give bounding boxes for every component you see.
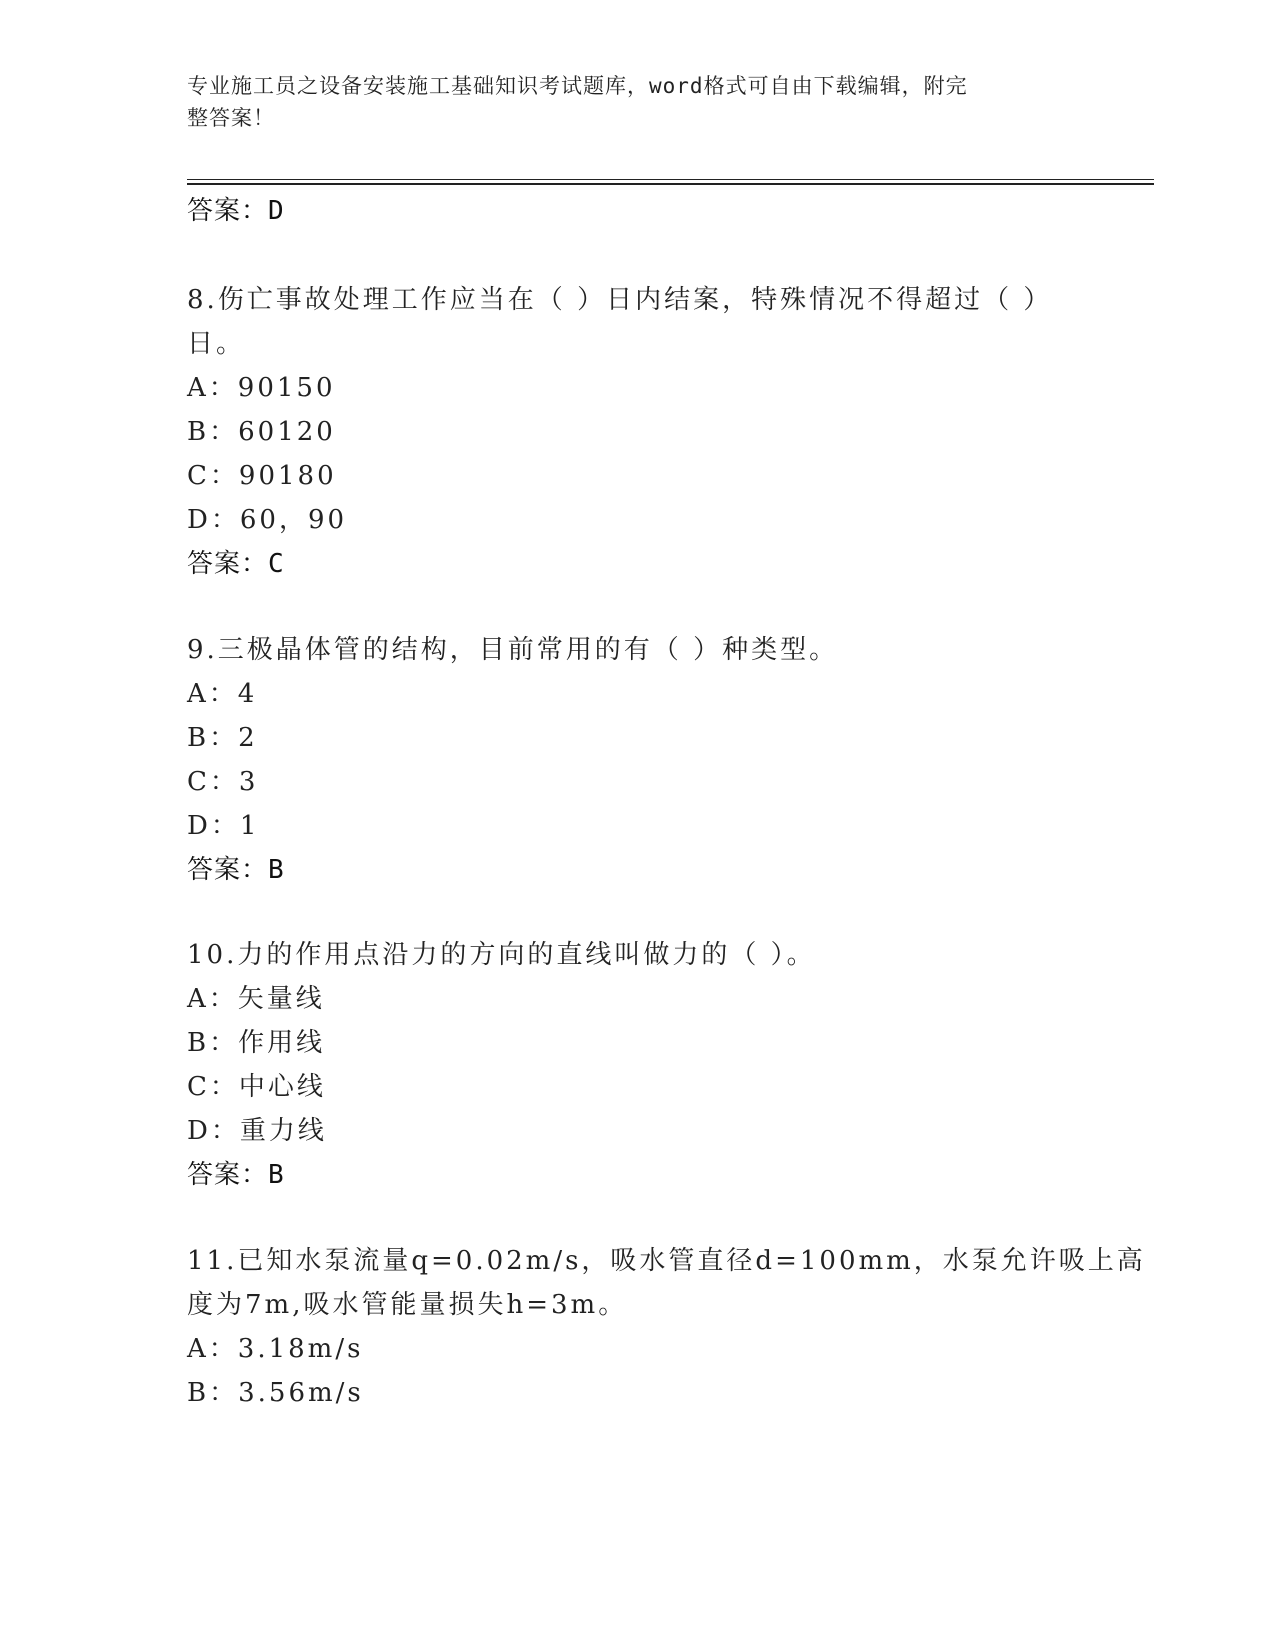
- question-10-answer: 答案：B: [187, 1160, 285, 1190]
- option-label: A：: [187, 373, 238, 403]
- option-label: B：: [187, 723, 239, 753]
- question-9-option-c: [187, 761, 258, 798]
- header-line-2: 整答案！: [187, 106, 275, 130]
- option-text: 4: [237, 679, 258, 709]
- option-text: 90150: [237, 373, 336, 403]
- question-10-option-b: [187, 1022, 325, 1059]
- option-label: A：: [187, 1334, 238, 1364]
- option-text: 3.18m/s: [237, 1334, 364, 1364]
- question-10-option-c: [187, 1066, 326, 1103]
- question-10-option-a: [187, 978, 325, 1015]
- option-label: D：: [187, 811, 240, 841]
- option-text: 矢量线: [237, 984, 325, 1014]
- option-text: 90180: [238, 461, 337, 491]
- question-8-stem-line-2: 日。: [187, 329, 246, 359]
- option-text: 重力线: [239, 1116, 327, 1146]
- question-9-answer: 答案：B: [187, 855, 285, 885]
- previous-answer: 答案：D: [187, 196, 285, 226]
- question-8-option-b: [187, 411, 336, 448]
- document-header: [187, 70, 1067, 134]
- option-label: A：: [187, 984, 238, 1014]
- header-line-1: 专业施工员之设备安装施工基础知识考试题库，word格式可自由下载编辑，附完: [187, 74, 968, 98]
- header-rule-thin: [187, 179, 1154, 180]
- option-text: 3.56m/s: [238, 1378, 364, 1408]
- option-text: 中心线: [238, 1072, 326, 1102]
- question-11-option-a: [187, 1328, 363, 1365]
- option-label: C：: [187, 1072, 239, 1102]
- option-text: 1: [239, 811, 260, 841]
- option-text: 作用线: [238, 1028, 326, 1058]
- question-9-option-d: [187, 805, 259, 842]
- question-8-option-d: [187, 499, 347, 536]
- option-label: D：: [187, 1116, 240, 1146]
- option-label: B：: [187, 1378, 239, 1408]
- option-label: A：: [187, 679, 238, 709]
- option-label: D：: [187, 505, 240, 535]
- question-11-stem-line-1: 11.已知水泵流量q=0.02m/s，吸水管直径d=100mm，水泵允许吸上高: [187, 1246, 1146, 1276]
- question-11-option-b: [187, 1372, 364, 1409]
- question-8-option-a: [187, 367, 336, 404]
- header-rule-thick: [187, 183, 1154, 185]
- question-8-option-c: [187, 455, 337, 492]
- question-9-option-a: [187, 673, 257, 710]
- question-10-option-d: [187, 1110, 327, 1147]
- option-text: 60120: [238, 417, 336, 447]
- question-8-answer: 答案：C: [187, 549, 285, 579]
- question-9-option-b: [187, 717, 258, 754]
- option-label: C：: [187, 461, 239, 491]
- question-11-stem-line-2: 度为7m,吸水管能量损失h=3m。: [187, 1290, 628, 1320]
- option-label: B：: [187, 417, 239, 447]
- question-10-stem: 10.力的作用点沿力的方向的直线叫做力的（ ）。: [187, 940, 816, 970]
- question-9-stem: 9.三极晶体管的结构，目前常用的有（ ）种类型。: [187, 635, 839, 665]
- option-label: C：: [187, 767, 239, 797]
- option-text: 60，90: [239, 505, 348, 535]
- option-text: 3: [238, 767, 259, 797]
- option-text: 2: [238, 723, 258, 753]
- question-8-stem-line-1: 8.伤亡事故处理工作应当在（ ）日内结案，特殊情况不得超过（ ）: [187, 285, 1053, 315]
- option-label: B：: [187, 1028, 239, 1058]
